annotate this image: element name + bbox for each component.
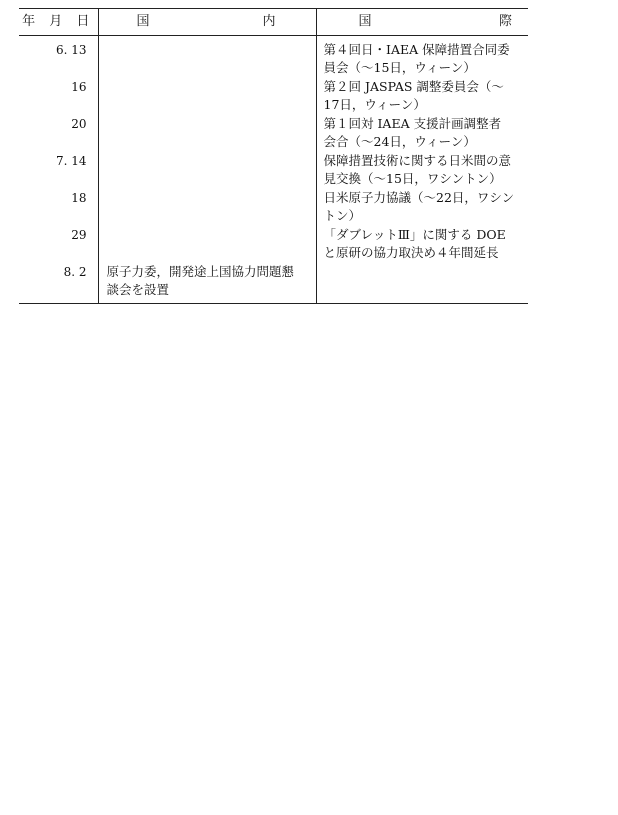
event-text-line: 保障措置技術に関する日米間の意 (323, 153, 512, 168)
row-international (316, 262, 528, 304)
table-row (19, 36, 528, 78)
event-text-line: 「ダブレットⅢ」に関する DOE (323, 227, 506, 242)
table-row (19, 114, 528, 151)
header-domestic (98, 9, 316, 36)
event-text-line: 第２回 JASPAS 調整委員会（～ (323, 79, 504, 94)
row-international (316, 77, 528, 114)
row-domestic (98, 262, 316, 304)
event-text-line: 第１回対 IAEA 支援計画調整者 (323, 116, 502, 131)
row-domestic (98, 36, 316, 78)
header-row (19, 9, 528, 36)
chronology-table (19, 8, 528, 304)
header-domestic-label (99, 13, 316, 31)
row-domestic (98, 77, 316, 114)
event-text-line: 員会（～15日，ウィーン） (323, 60, 476, 75)
header-international-char-2: 際 (498, 14, 512, 29)
row-international (316, 188, 528, 225)
header-domestic-char-1: 国 (136, 14, 150, 29)
row-date: 7. 14 (55, 154, 87, 168)
row-date: 29 (71, 228, 87, 242)
header-international (316, 9, 528, 36)
event-text-line: 第４回日・IAEA 保障措置合同委 (323, 42, 510, 57)
table-row (19, 151, 528, 188)
table-row (19, 188, 528, 225)
event-text-line: 会合（～24日，ウィーン） (323, 134, 476, 149)
row-international (316, 225, 528, 262)
header-international-char-1: 国 (358, 14, 372, 29)
table-row (19, 225, 528, 262)
event-text-line: 原子力委，開発途上国協力問題懇 (106, 264, 295, 279)
row-international (316, 114, 528, 151)
row-international (316, 151, 528, 188)
event-text-line: 日米原子力協議（～22日，ワシン (323, 190, 515, 205)
table-body (19, 36, 528, 304)
row-date: 18 (71, 191, 87, 205)
table-row (19, 77, 528, 114)
header-date-label: 年 月 日 (22, 14, 95, 29)
row-domestic (98, 225, 316, 262)
table-header (19, 9, 528, 36)
row-domestic (98, 151, 316, 188)
row-date: 16 (71, 80, 87, 94)
row-domestic (98, 114, 316, 151)
row-international (316, 36, 528, 78)
row-date: 6. 13 (55, 43, 87, 57)
event-text-line: 見交換（～15日，ワシントン） (323, 171, 502, 186)
row-date: 20 (71, 117, 87, 131)
row-date: 8. 2 (63, 265, 87, 279)
row-domestic (98, 188, 316, 225)
table-row (19, 262, 528, 304)
header-domestic-char-2: 内 (262, 14, 276, 29)
event-text-line: トン） (323, 208, 362, 223)
event-text-line: 談会を設置 (106, 282, 170, 297)
header-international-label (317, 13, 529, 31)
event-text-line: 17日，ウィーン） (323, 97, 426, 112)
header-date (19, 9, 98, 36)
event-text-line: と原研の協力取決め４年間延長 (323, 245, 499, 260)
